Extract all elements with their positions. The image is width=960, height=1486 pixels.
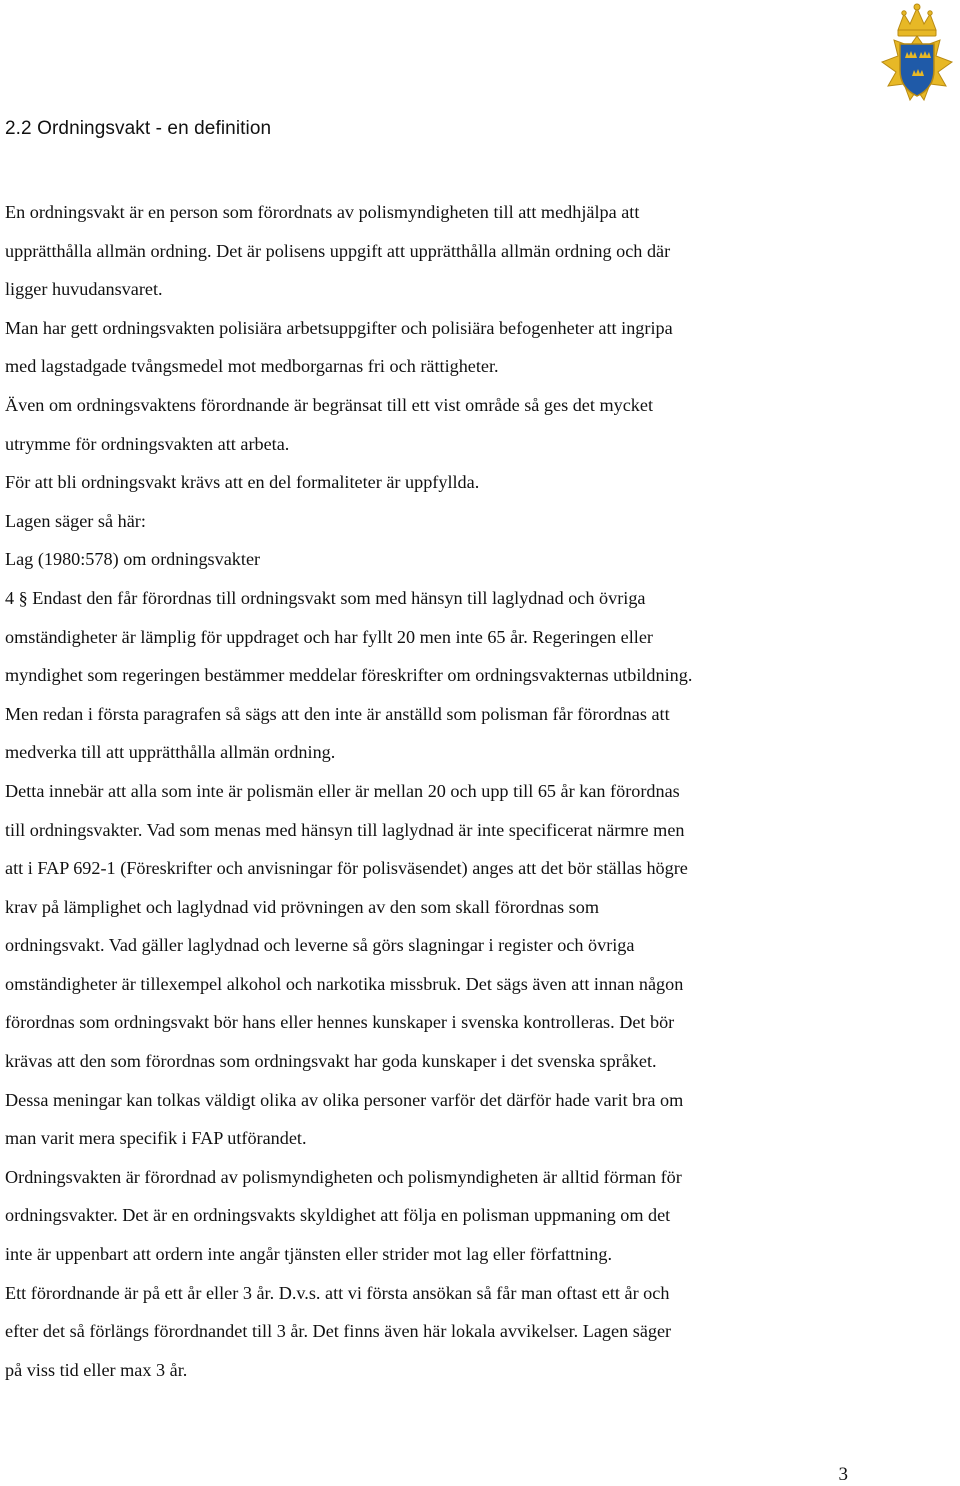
text-line: förordnas som ordningsvakt bör hans eller hennes kunskaper i svenska kontrolleras. Det bör (5, 1012, 675, 1033)
text-line: Detta innebär att alla som inte är polismän eller är mellan 20 och upp till 65 år kan förordnas (5, 780, 680, 801)
police-emblem-icon (874, 0, 960, 112)
text-line: till ordningsvakter. Vad som menas med hänsyn till laglydnad är inte specificerat närmre men (5, 819, 685, 840)
text-line: ligger huvudansvaret. (5, 279, 163, 300)
body-text (5, 193, 935, 1389)
text-line: Man har gett ordningsvakten polisiära arbetsuppgifter och polisiära befogenheter att ingripa (5, 317, 673, 338)
text-line: Ett förordnande är på ett år eller 3 år. D.v.s. att vi första ansökan så får man oftast ett år och (5, 1282, 670, 1303)
text-line: ordningsvakter. Det är en ordningsvakts skyldighet att följa en polisman uppmaning om det (5, 1205, 671, 1226)
text-line: krävas att den som förordnas som ordningsvakt har goda kunskaper i det svenska språket. (5, 1051, 657, 1072)
text-line: ordningsvakt. Vad gäller laglydnad och leverne så görs slagningar i register och övriga (5, 935, 635, 956)
text-line: Lag (1980:578) om ordningsvakter (5, 549, 261, 570)
text-line: med lagstadgade tvångsmedel mot medborgarnas fri och rättigheter. (5, 356, 499, 377)
text-line: omständigheter är tillexempel alkohol och narkotika missbruk. Det sägs även att innan någon (5, 973, 684, 994)
text-line: upprätthålla allmän ordning. Det är polisens uppgift att upprätthålla allmän ordning och där (5, 240, 671, 261)
text-line: myndighet som regeringen bestämmer meddelar föreskrifter om ordningsvakternas utbildning. (5, 665, 693, 686)
text-line: Dessa meningar kan tolkas väldigt olika av olika personer varför det därför hade varit bra om (5, 1089, 684, 1110)
text-line: på viss tid eller max 3 år. (5, 1359, 188, 1380)
text-line: att i FAP 692-1 (Föreskrifter och anvisningar för polisväsendet) anges att det bör ställas högre (5, 858, 688, 879)
text-line: För att bli ordningsvakt krävs att en del formaliteter är uppfyllda. (5, 472, 480, 493)
section-heading: 2.2 Ordningsvakt - en definition (5, 118, 272, 139)
text-line: omständigheter är lämplig för uppdraget och har fyllt 20 men inte 65 år. Regeringen eller (5, 626, 653, 647)
text-line: Ordningsvakten är förordnad av polismyndigheten och polismyndigheten är alltid förman för (5, 1166, 682, 1187)
text-line: medverka till att upprätthålla allmän ordning. (5, 742, 336, 763)
text-line: efter det så förlängs förordnandet till 3 år. Det finns även här lokala avvikelser. Lagen säger (5, 1321, 672, 1342)
text-line: Även om ordningsvaktens förordnande är begränsat till ett vist område så ges det mycket (5, 394, 654, 415)
text-line: utrymme för ordningsvakten att arbeta. (5, 433, 290, 454)
text-line: En ordningsvakt är en person som förordnats av polismyndigheten till att medhjälpa att (5, 202, 640, 222)
text-line: 4 § Endast den får förordnas till ordningsvakt som med hänsyn till laglydnad och övriga (5, 587, 646, 608)
text-line: inte är uppenbart att ordern inte angår tjänsten eller strider mot lag eller författning. (5, 1244, 613, 1265)
page-number: 3 (838, 1464, 848, 1485)
text-line: man varit mera specifik i FAP utförandet. (5, 1128, 307, 1149)
text-line: Men redan i första paragrafen så sägs att den inte är anställd som polisman får förordnas att (5, 703, 670, 724)
text-line: Lagen säger så här: (5, 510, 146, 531)
text-line: krav på lämplighet och laglydnad vid prövningen av den som skall förordnas som (5, 896, 599, 917)
